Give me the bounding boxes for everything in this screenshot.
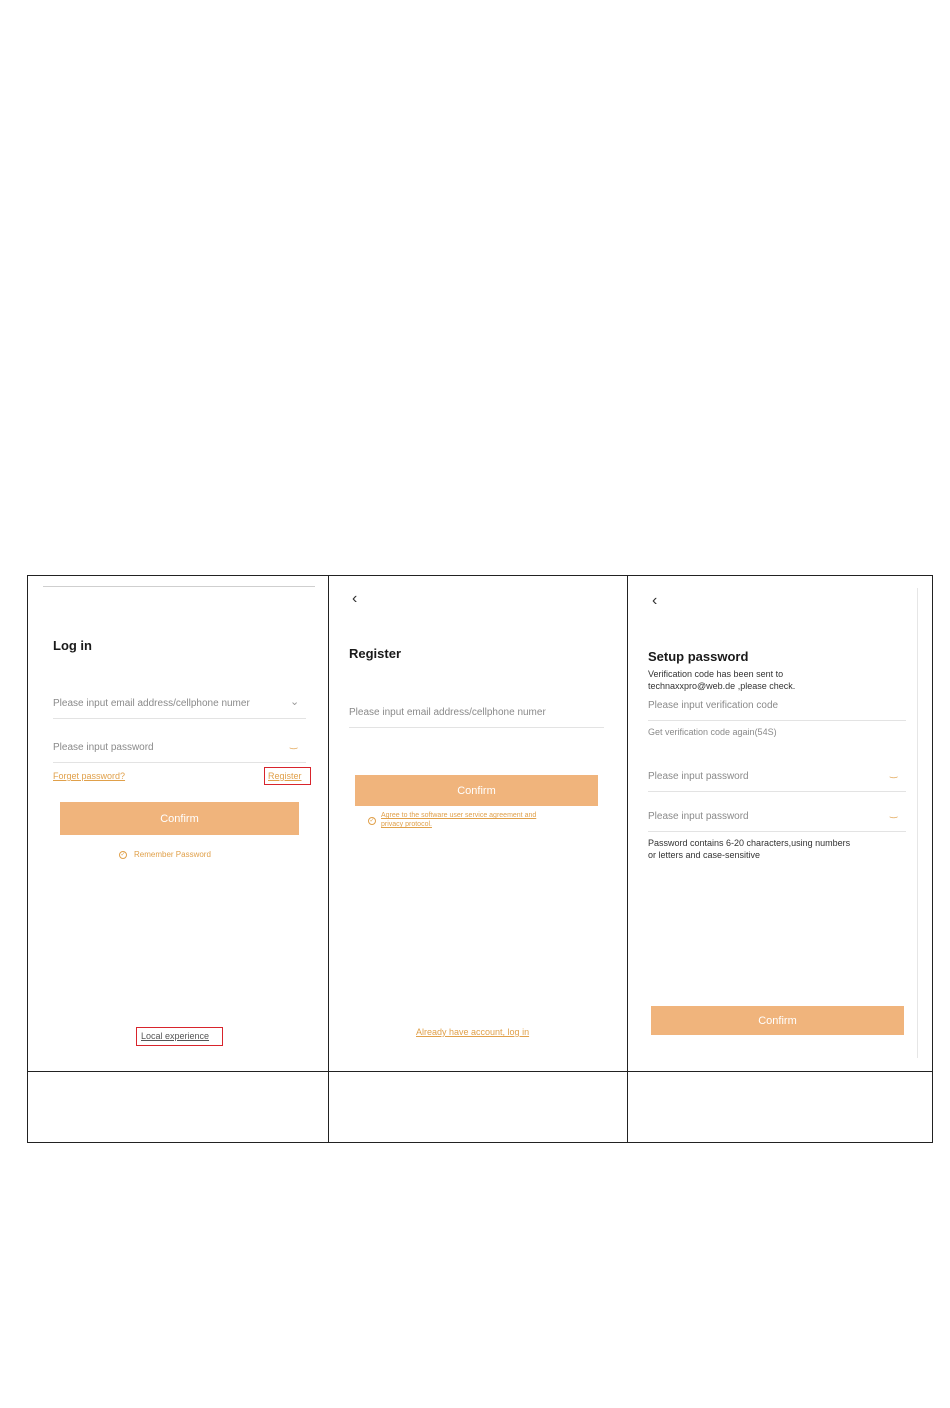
email-input[interactable]: Please input email address/cellphone numer — [349, 707, 546, 718]
eye-closed-icon[interactable]: ‿ — [890, 768, 898, 778]
remember-password-label[interactable]: Remember Password — [134, 850, 211, 859]
register-title: Register — [349, 646, 402, 661]
local-experience-link[interactable]: Local experience — [141, 1031, 210, 1041]
check-circle-icon[interactable]: ✓ — [120, 852, 126, 858]
agreement-link-line1[interactable]: Agree to the software user service agreement and — [381, 812, 537, 819]
chevron-left-icon[interactable]: ‹ — [352, 590, 358, 607]
password-confirm-input[interactable]: Please input password — [648, 811, 749, 822]
register-screen — [329, 576, 627, 1071]
field-underline — [648, 791, 906, 792]
agreement-link-line2[interactable]: privacy protocol. — [381, 821, 432, 828]
confirm-button[interactable]: Confirm — [355, 775, 598, 806]
resend-code-link[interactable]: Get verification code again(54S) — [648, 727, 777, 737]
eye-closed-icon[interactable]: ‿ — [290, 739, 298, 749]
login-title: Log in — [53, 638, 92, 653]
password-hint-line2: or letters and case-sensitive — [648, 850, 761, 860]
verification-code-input[interactable]: Please input verification code — [648, 700, 779, 711]
field-underline — [648, 831, 906, 832]
row-divider — [28, 1071, 932, 1072]
confirm-button[interactable]: Confirm — [651, 1006, 904, 1035]
field-underline — [349, 727, 604, 728]
setup-title: Setup password — [648, 649, 749, 664]
chevron-left-icon[interactable]: ‹ — [652, 592, 658, 609]
info-text-line1: Verification code has been sent to — [648, 669, 784, 679]
info-text-line2: technaxxpro@web.de ,please check. — [648, 681, 796, 691]
login-screen — [28, 576, 328, 1071]
top-divider — [43, 586, 315, 587]
forget-password-link[interactable]: Forget password? — [53, 771, 126, 781]
email-input[interactable]: Please input email address/cellphone numer — [53, 698, 250, 709]
password-input[interactable]: Please input password — [648, 771, 749, 782]
login-link[interactable]: Already have account, log in — [416, 1027, 530, 1037]
field-underline — [53, 718, 306, 719]
confirm-button[interactable]: Confirm — [60, 802, 299, 835]
setup-password-screen — [628, 576, 932, 1071]
password-input[interactable]: Please input password — [53, 742, 154, 753]
check-circle-icon[interactable]: ✓ — [369, 818, 375, 824]
chevron-down-icon[interactable]: ⌄ — [290, 696, 300, 708]
field-underline — [53, 762, 306, 763]
field-underline — [648, 720, 906, 721]
register-link[interactable]: Register — [268, 771, 302, 781]
eye-closed-icon[interactable]: ‿ — [890, 808, 898, 818]
scroll-edge — [917, 588, 918, 1058]
screenshot-table — [27, 575, 933, 1143]
password-hint-line1: Password contains 6-20 characters,using numbers — [648, 838, 851, 848]
